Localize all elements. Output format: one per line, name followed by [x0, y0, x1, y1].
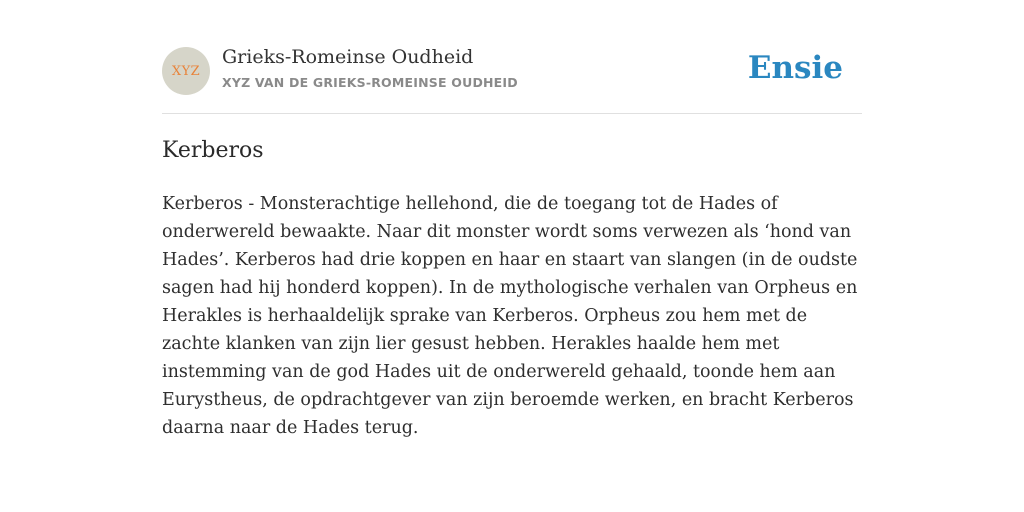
source-header: [162, 46, 862, 96]
entry-body: Kerberos - Monsterachtige hellehond, die de toegang tot de Hades of onderwereld bewaakte. Naar dit monster wordt soms verwezen als ‘hond van Hades’. Kerberos had drie koppen en haar en staart van slangen (in de oudste sagen had hij honderd koppen). In de mythologische verhalen van Orpheus en Herakles is herhaaldelijk sprake van Kerberos. Orpheus zou hem met de zachte klanken van zijn lier gesust hebben. Herakles haalde hem met instemming van de god Hades uit de onderwereld gehaald, toonde hem aan Eurystheus, de opdrachtgever van zijn beroemde werken, en bracht Kerberos daarna naar de Hades terug.: [162, 194, 858, 438]
source-title[interactable]: Grieks-Romeinse Oudheid: [222, 46, 474, 68]
entry-card: [162, 0, 862, 512]
header-divider: [162, 113, 862, 114]
entry-title: Kerberos: [162, 138, 264, 163]
source-avatar[interactable]: [162, 47, 210, 95]
ensie-logo[interactable]: Ensie: [747, 50, 843, 86]
avatar-label: XYZ: [171, 63, 201, 79]
source-subtitle: XYZ VAN DE GRIEKS-ROMEINSE OUDHEID: [222, 75, 518, 90]
